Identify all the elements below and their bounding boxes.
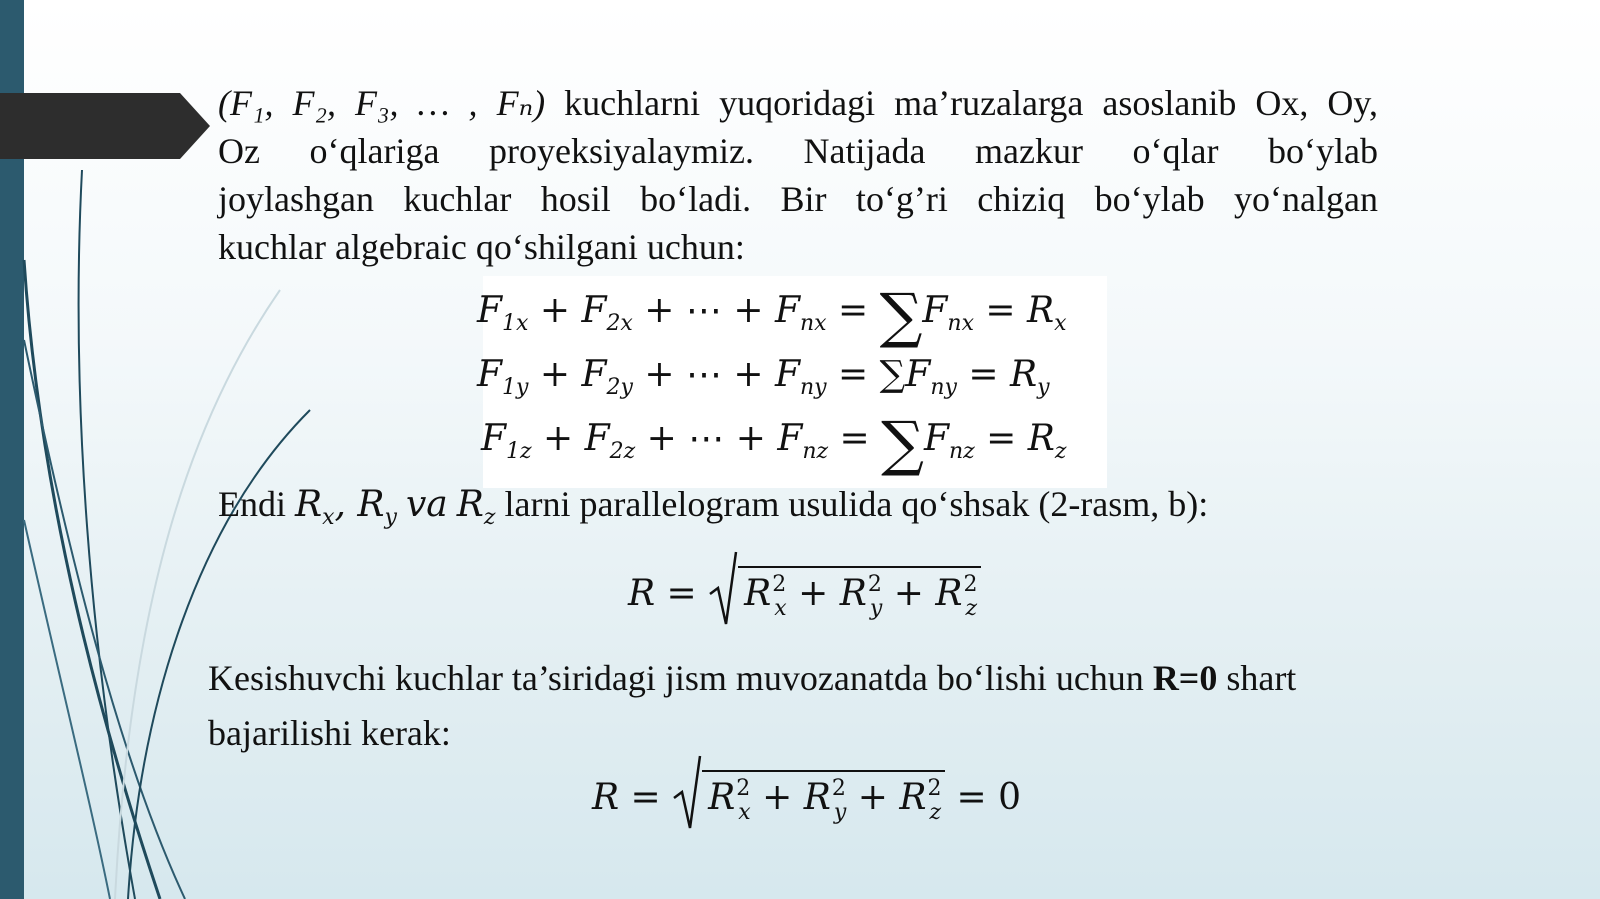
resultant-formula: R = $R^2_x + R^2_y + R^2_z$ bbox=[628, 566, 981, 621]
equation-z: $F_{1z} + F_{2z}$ + ⋯ + $F_{nz} = \sum F_{nz} = R_z$ bbox=[481, 409, 1067, 479]
projection-equations bbox=[477, 276, 1107, 488]
intro-paragraph bbox=[218, 79, 1378, 271]
equation-y: $F_{1y} + F_{2y}$ + ⋯ + $F_{ny} = \sum F_{ny} = R_y$ bbox=[477, 354, 1050, 400]
equation-x: $F_{1x} + F_{2x}$ + ⋯ + $F_{nx} = \sum F_{nx} = R_x$ bbox=[477, 281, 1067, 351]
intro-line-2: Oz o‘qlariga proyeksiyalaymiz. Natijada mazkur o‘qlar bo‘ylab bbox=[218, 131, 1378, 171]
force-vectors-tuple: (F₁, F₂, F₃, … , Fₙ) bbox=[218, 83, 546, 123]
intro-line-4: kuchlar algebraic qo‘shilgani uchun: bbox=[218, 227, 745, 267]
slide-arrow-tab bbox=[0, 93, 210, 159]
parallelogram-sentence: Endi $R_x$, $R_y$ va $R_z$ larni parallelogram usulida qo‘shsak (2-rasm, b): bbox=[218, 484, 1209, 530]
equilibrium-paragraph: Kesishuvchi kuchlar ta’siridagi jism muvozanatda bo‘lishi uchun R=0 shart bajarilishi kerak: bbox=[208, 658, 1297, 753]
intro-line-3: joylashgan kuchlar hosil bo‘ladi. Bir to‘g’ri chiziq bo‘ylab yo‘nalgan bbox=[218, 179, 1378, 219]
intro-line-1: kuchlarni yuqoridagi ma’ruzalarga asoslanib Ox, Oy, bbox=[564, 83, 1378, 123]
equilibrium-formula: R = $R^2_x + R^2_y + R^2_z = 0$ bbox=[592, 770, 1021, 825]
equilibrium-condition: R=0 bbox=[1152, 658, 1218, 698]
